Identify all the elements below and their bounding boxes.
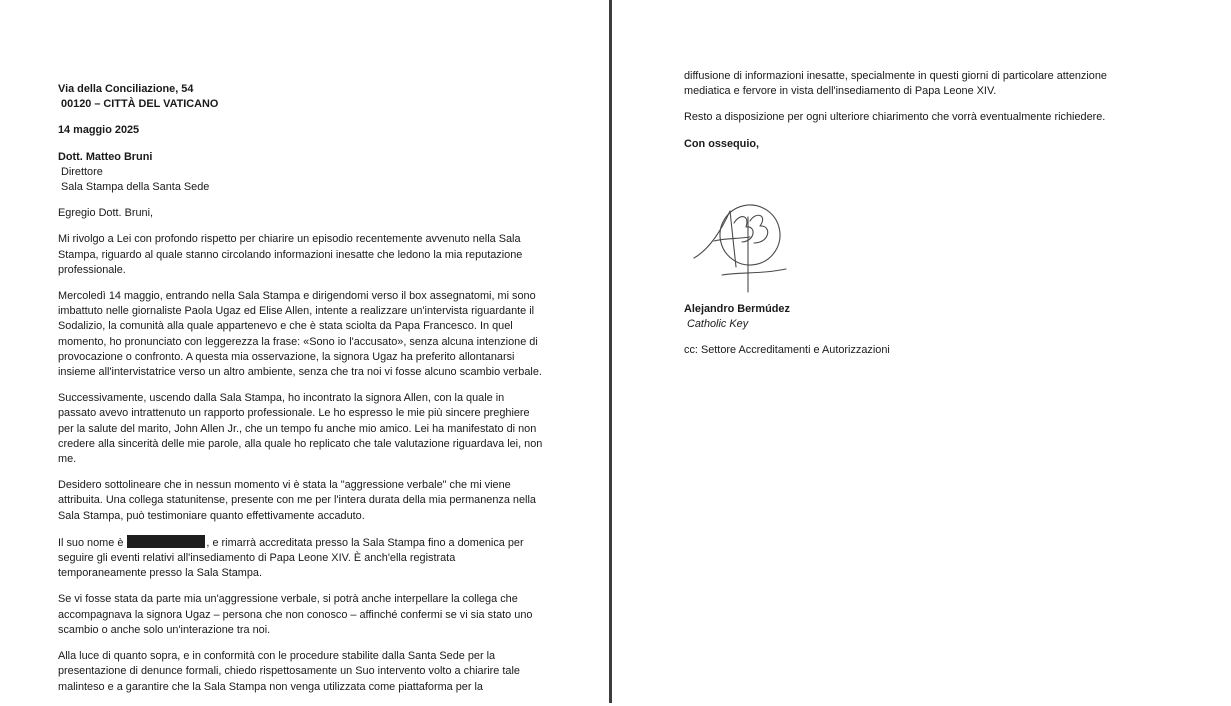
redacted-before-text: Il suo nome è <box>58 536 127 549</box>
letter-date: 14 maggio 2025 <box>58 124 140 137</box>
paragraph-continuation: diffusione di informazioni inesatte, specialmente in questi giorni di particolare attenzione mediatica e fervore in vista dell'insediamento di Papa Leone XIV. <box>684 70 1107 98</box>
paragraph-availability: Resto a disposizione per ogni ulteriore chiarimento che vorrà eventualmente richiedere. <box>684 111 1106 124</box>
recipient-office: Sala Stampa della Santa Sede <box>61 181 210 194</box>
handwritten-signature <box>690 195 790 295</box>
paragraph-no-aggression: Desidero sottolineare che in nessun momento vi è stata la "aggressione verbale" che mi viene attribuita. Una collega statunitense, presente con me per l'intera durata della mia permanenza nella Sala Stampa, può testimoniare quanto effettivamente accaduto. <box>58 479 536 522</box>
recipient-block <box>58 150 543 196</box>
letter-body-right <box>684 69 1154 163</box>
paragraph-interpellare: Se vi fosse stata da parte mia un'aggressione verbale, si potrà anche interpellare la collega che accompagnava la signora Ugaz – persona che non conosco – affinché confermi se vi sia stato uno scambio o anche solo un'interazione tra noi. <box>58 593 533 636</box>
letter-page-right <box>612 0 1231 703</box>
sender-address <box>58 82 543 112</box>
paragraph-colleague-name <box>58 535 543 582</box>
paragraph-intro: Mi rivolgo a Lei con profondo rispetto per chiarire un episodio recentemente avvenuto nella Sala Stampa, riguardo al quale stanno circolando informazioni inesatte che ledono la mia reputazione professionale. <box>58 233 523 276</box>
sender-organization: Catholic Key <box>687 318 749 331</box>
letter-body-left <box>58 82 543 706</box>
letter-page-left <box>0 0 609 703</box>
sender-name: Alejandro Bermúdez <box>684 303 790 315</box>
recipient-name: Dott. Matteo Bruni <box>58 150 153 163</box>
closing-phrase: Con ossequio, <box>684 137 760 150</box>
redaction-bar <box>127 535 205 548</box>
salutation: Egregio Dott. Bruni, <box>58 207 154 220</box>
recipient-role: Direttore <box>61 165 103 178</box>
redacted-after-text: , e rimarrà accreditata presso la Sala Stampa fino a domenica per seguire gli eventi relativi all'insediamento di Papa Leone XIV. È anch'ella registrata temporaneamente presso la Sala Stampa. <box>58 536 524 580</box>
address-line-2: 00120 – CITTÀ DEL VATICANO <box>58 98 219 111</box>
paragraph-allen: Successivamente, uscendo dalla Sala Stampa, ho incontrato la signora Allen, con la quale in passato avevo intrattenuto un rapporto professionale. Le ho espresso le mie più sincere preghiere per la salute del marito, John Allen Jr., che un tempo fu anche mio amico. Lei ha manifestato di non credere alla sincerità delle mie parole, alla quale ho replicato che tale valutazione riguardava lei, non me. <box>58 392 543 466</box>
address-line-1: Via della Conciliazione, 54 <box>58 83 194 95</box>
paragraph-request: Alla luce di quanto sopra, e in conformità con le procedure stabilite dalla Santa Sede per la presentazione di denunce formali, chiedo rispettosamente un Suo intervento volto a chiarire tale malinteso e a garantire che la Sala Stampa non venga utilizzata come piattaforma per la <box>58 650 520 693</box>
cc-line: cc: Settore Accreditamenti e Autorizzazioni <box>684 344 890 357</box>
paragraph-wednesday: Mercoledì 14 maggio, entrando nella Sala Stampa e dirigendomi verso il box assegnatomi, mi sono imbattuto nelle giornaliste Paola Ugaz ed Elise Allen, intente a realizzare un'intervista riguardante il Sodalizio, la comunità alla quale appartenevo e che è stata sciolta da Papa Francesco. In quel momento, ho pronunciato con leggerezza la frase: «Sono io l'accusato», senza alcuna intenzione di provocazione o confronto. A questa mia osservazione, la signora Ugaz ha preferito allontanarsi insieme all'intervistatrice verso un altro ambiente, senza che tra noi vi fosse alcuno scambio verbale. <box>58 290 542 379</box>
sender-block <box>684 302 1154 359</box>
